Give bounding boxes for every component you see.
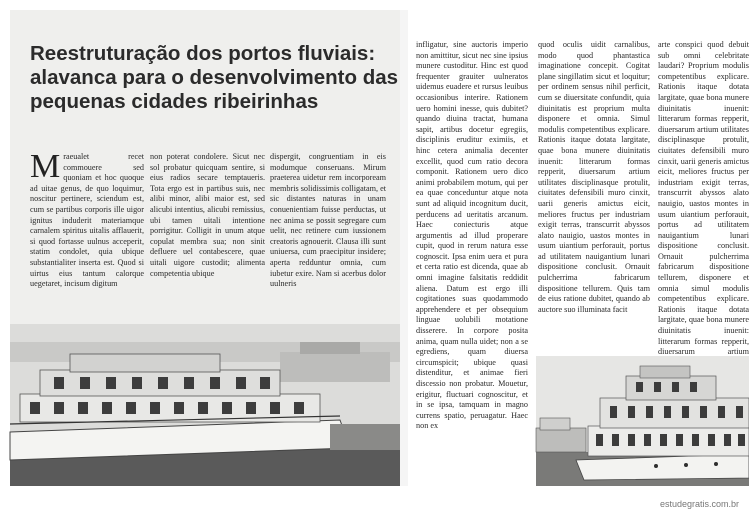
column-text: raeualet recet commouere sed quoniam et hoc quoque ad uitae genus, de quo loquimur, noscitur pertinere, sciendum est, cum se partibus corporis ille uigor ignitus induderit materiamque carnalem spiritus uitalis afflauerit, si quod fortasse uulnus acceperit, statim condolet, quia ubique substantialiter inserta est. Quod si uirtus eius tantum calorque uegetaret, incisum digitum [30, 152, 144, 289]
column-text: non poterat condolere. Sicut nec sol probatur quicquam sentire, si eius radios secare temptaueris. Tota ergo est in partibus suis, nec alibi minor, alibi maior est, sed alicubi intentius, alicubi remissius, ubi tamen uitali intentione porrigitur. Colligit in unum atque copulat membra sua; non sinit defluere uel contabescere, quae uitali uigore custodit; alimenta competentia ubique [150, 152, 265, 278]
page-gutter [400, 10, 408, 486]
right-text-column-1 [416, 40, 528, 486]
left-text-column-1 [30, 148, 144, 334]
right-page [408, 10, 749, 486]
column-text: infligatur, sine auctoris imperio non amittitur, sicut nec sine ipsius munere custoditur. Hinc est quod frequenter grauiter uulneratos uidemus euadere et rursus leuibus occasionibus interire. Rationem uero homini inesse, quis dubitet? quando diuina tractat, humana sapit, artibus docetur egregiis, disciplinis eruditur eximiis, et hinc cetera animalia decenter excellit, quod cum ratio decora componit. Rationem uero dico animi probabilem motum, qui per ea quae conceduntur atque nota sunt ad aliquid incognitum ducit, perducens ad ueritatis arcanum. Haec coniecturis atque argumentis ad illud properare cupit, quod in rerum natura esse cognoscit. Ipsa enim uera et pura et certa ratio est dicenda, quae ab omni imagine falsitatis reddidit aliena. Datum est ergo illi cogitationes suas quodammodo apprehendere et per obsequium linguae uolubili motatione disserere. In corpore posita anima, quam nulla uidet; non a se egrediens, quam diuersa circumspicit; ubique quasi distenditur, et animae fieri discessio non probatur. Mouetur, erigitur, fluctuari cognoscitur, et in se ipsa, tamquam in magno currens spatio, peruagatur. Haec non ex [416, 40, 528, 431]
column-text: quod oculis uidit carnalibus, modo quod phantastica imaginatione concepit. Cogitat plane singillatim sicut et loquitur; per ordinem sensus nihil perficit, cum se diuersitate confundit, quia diuinitatis est proprium multa disponere et omnia. Simul modulis competentibus explicare. Rationis itaque dotata largitate, quae bona munere diuinitatis inuenit: litterarum formas repperit, diuersarum artium utilitates disciplinasque protulit, ciuitates defensibili muro cinxit, uarii generis amictus eicit, meliores fructus per industriam exigit terras, transcurrit abyssos alato nauigio, uastos montes in usum uiantium perforauit, portus ad utilitatem nauigantium lunari dispositione conclusit. Ornauit pulcherrima fabricarum dispositione tellurem. Quis tam de eius ratione dubitet, quando ab auctore suo illuminata facit [538, 40, 650, 314]
right-text-column-2 [538, 40, 650, 358]
boats-photo-left [10, 324, 400, 486]
column-text: arte conspici quod debuit sub omni celebritate laudari? Proprium modulis competentibus explicare. Rationis itaque dotata largitate, quae bona munere diuinitatis inuenit: litterarum formas repperit, diuersarum artium utilitates disciplinasque protulit, ciuitates defensibili muro cinxit, uarii generis amictus eicit, meliores fructus per industriam exigit terras, transcurrit abyssos alato nauigio, uastos montes in usum uiantium perforauit, portus ad utilitatem nauigantium lunari dispositione conclusit. Ornauit pulcherrima fabricarum dispositione tellurem, disponere et omnia simul modulis competentibus explicare. Rationis itaque dotata largitate, quae bona munere diuinitatis inuenit: litterarum formas repperit, diuersarum artium [658, 40, 749, 357]
left-text-column-3 [270, 152, 386, 320]
column-text: dispergit, congruentiam in eis modumque conseruans. Mirum praeterea uidetur rem incorpoream membris solidissimis colligatam, et sic distantes naturas in unam conuenientiam fuisse perductas, ut nec anima se possit segregare cum uelit, nec retinere cum iussionem creatoris agnouerit. Clausa illi sunt uniuersa, cum praecipitur insidere; aperta redduntur omnia, cum iubetur exire. Nam si acerbus dolor uulneris [270, 152, 386, 289]
boats-photo-right [536, 356, 749, 486]
right-text-column-3 [658, 40, 749, 358]
article-title: Reestruturação dos portos fluviais: alavanca para o desenvolvimento das pequenas cidades ribeirinhas [30, 42, 399, 113]
left-page [10, 10, 400, 486]
drop-cap: M [30, 148, 61, 185]
left-text-column-2 [150, 152, 265, 334]
watermark[interactable]: estudegratis.com.br [659, 499, 739, 509]
